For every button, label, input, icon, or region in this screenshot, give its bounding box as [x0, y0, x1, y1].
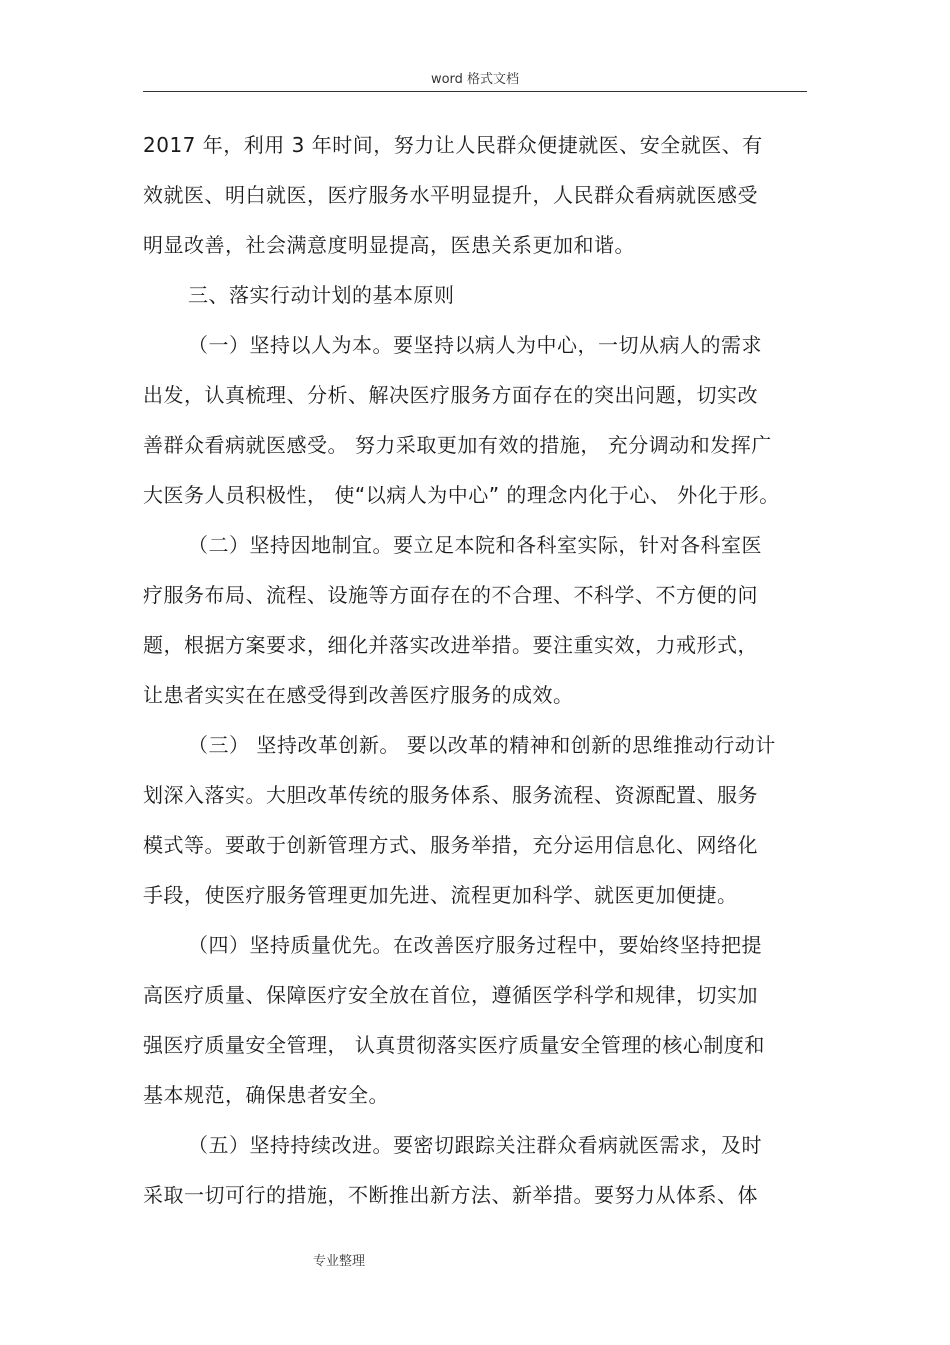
text-line: 疗服务布局、流程、设施等方面存在的不合理、不科学、不方便的问	[143, 583, 758, 607]
text-line: 让患者实实在在感受得到改善医疗服务的成效。	[143, 683, 574, 707]
text-line: 采取一切可行的措施，不断推出新方法、新举措。要努力从体系、体	[143, 1183, 758, 1207]
paragraph-start: （五）坚持持续改进。要密切跟踪关注群众看病就医需求，及时	[188, 1133, 762, 1157]
document-body	[143, 120, 807, 1220]
text-line: 划深入落实。大胆改革传统的服务体系、服务流程、资源配置、服务	[143, 783, 758, 807]
header-divider	[143, 91, 807, 92]
paragraph-start: （四）坚持质量优先。在改善医疗服务过程中，要始终坚持把提	[188, 933, 762, 957]
section-heading: 三、落实行动计划的基本原则	[188, 283, 455, 307]
text-line: 高医疗质量、保障医疗安全放在首位，遵循医学科学和规律，切实加	[143, 983, 758, 1007]
text-line: 手段，使医疗服务管理更加先进、流程更加科学、就医更加便捷。	[143, 883, 738, 907]
text-line: 模式等。要敢于创新管理方式、服务举措，充分运用信息化、网络化	[143, 833, 758, 857]
page-header: word 格式文档	[430, 72, 520, 87]
text-line: 善群众看病就医感受。 努力采取更加有效的措施， 充分调动和发挥广	[143, 433, 772, 457]
text-line: 大医务人员积极性， 使“以病人为中心” 的理念内化于心、 外化于形。	[143, 483, 780, 507]
text-line: 效就医、明白就医，医疗服务水平明显提升，人民群众看病就医感受	[143, 183, 758, 207]
paragraph-start: （二）坚持因地制宜。要立足本院和各科室实际，针对各科室医	[188, 533, 762, 557]
text-line: 题，根据方案要求，细化并落实改进举措。要注重实效，力戒形式，	[143, 633, 758, 657]
text-line: 强医疗质量安全管理， 认真贯彻落实医疗质量安全管理的核心制度和	[143, 1033, 765, 1057]
text-line: 出发，认真梳理、分析、解决医疗服务方面存在的突出问题，切实改	[143, 383, 758, 407]
text-line: 明显改善，社会满意度明显提高，医患关系更加和谐。	[143, 233, 635, 257]
text-line: 基本规范，确保患者安全。	[143, 1083, 389, 1107]
paragraph-start: （一）坚持以人为本。要坚持以病人为中心，一切从病人的需求	[188, 333, 762, 357]
page-footer: 专业整理	[313, 1254, 366, 1269]
text-line: 2017 年，利用 3 年时间，努力让人民群众便捷就医、安全就医、有	[143, 133, 763, 157]
paragraph-start: （三） 坚持改革创新。 要以改革的精神和创新的思维推动行动计	[188, 733, 776, 757]
